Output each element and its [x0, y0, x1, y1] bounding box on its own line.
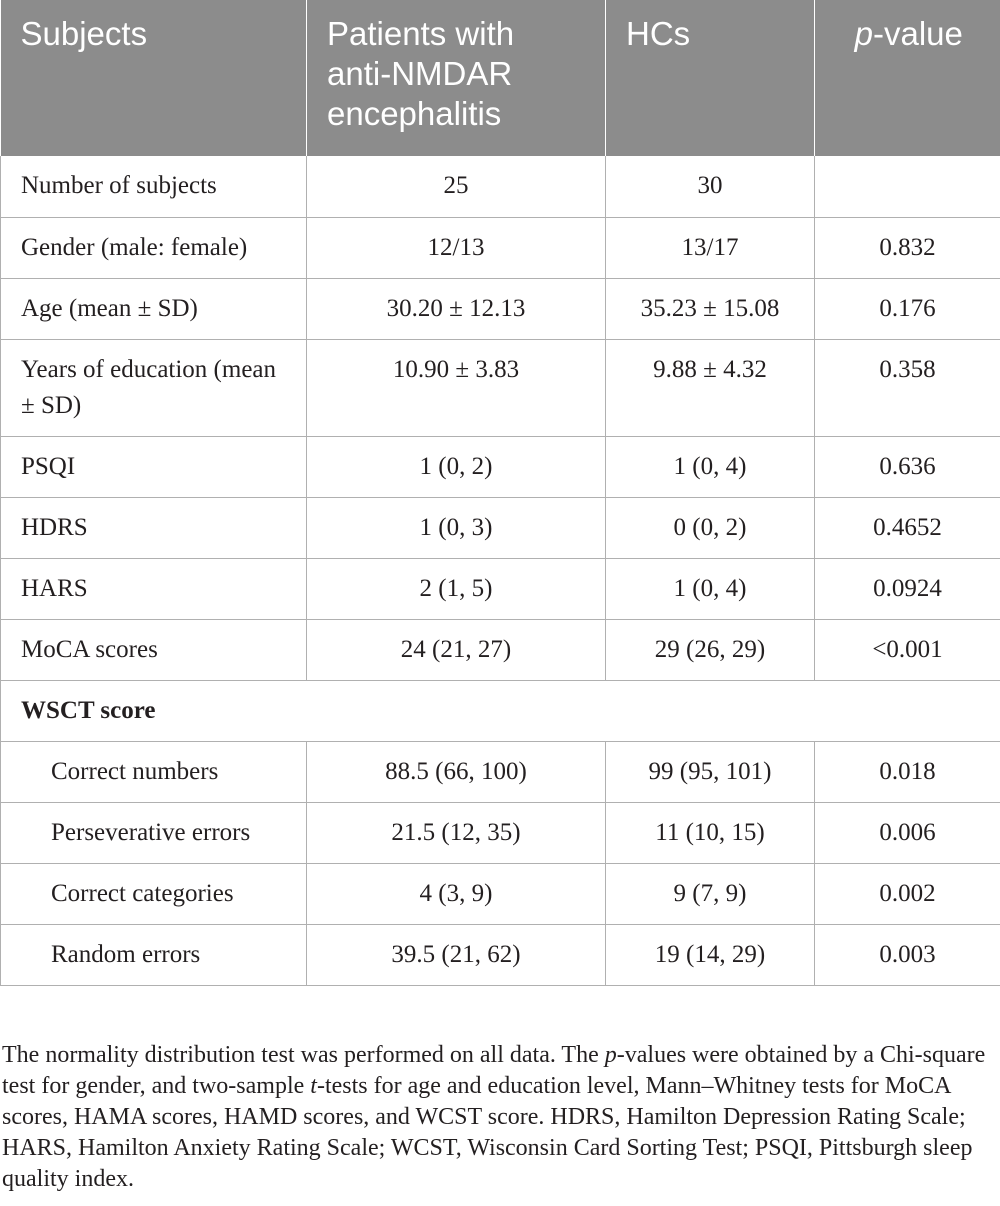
hcs-value: 9 (7, 9)	[606, 863, 815, 924]
row-label: HDRS	[1, 497, 307, 558]
header-subjects: Subjects	[1, 0, 307, 156]
table-row	[1, 802, 1000, 863]
hcs-value: 29 (26, 29)	[606, 619, 815, 680]
patients-value: 2 (1, 5)	[307, 558, 606, 619]
table-row	[1, 924, 1000, 985]
table-header	[1, 0, 1000, 156]
row-label: Age (mean ± SD)	[1, 278, 307, 339]
patients-value: 88.5 (66, 100)	[307, 741, 606, 802]
p-value: 0.002	[815, 863, 1000, 924]
header-patients: Patients with anti-NMDAR encephalitis	[307, 0, 606, 156]
hcs-value: 35.23 ± 15.08	[606, 278, 815, 339]
header-pvalue-rest: -value	[872, 15, 963, 52]
hcs-value: 30	[606, 156, 815, 217]
table-row	[1, 741, 1000, 802]
hcs-value: 1 (0, 4)	[606, 436, 815, 497]
hcs-value: 9.88 ± 4.32	[606, 339, 815, 436]
table-row	[1, 619, 1000, 680]
p-value: <0.001	[815, 619, 1000, 680]
hcs-value: 0 (0, 2)	[606, 497, 815, 558]
patients-value: 30.20 ± 12.13	[307, 278, 606, 339]
patients-value: 39.5 (21, 62)	[307, 924, 606, 985]
footnote-part-3: -tests for age and education level, Mann–Whitney tests for MoCA scores, HAMA scores, HAMD scores, and WCST score. HDRS, Hamilton Depression Rating Scale; HARS, Hamilton Anxiety Rating Scale; WCST, Wisconsin Card Sorting Test; PSQI, Pittsburgh sleep quality index.	[2, 1073, 973, 1192]
patients-value: 4 (3, 9)	[307, 863, 606, 924]
p-value: 0.636	[815, 436, 1000, 497]
section-row	[1, 680, 1000, 741]
hcs-value: 11 (10, 15)	[606, 802, 815, 863]
table-row	[1, 217, 1000, 278]
patients-value: 10.90 ± 3.83	[307, 339, 606, 436]
footnote-t-italic: t	[310, 1073, 317, 1099]
row-label: Random errors	[1, 924, 307, 985]
section-label: WSCT score	[1, 680, 1000, 741]
row-label: Gender (male: female)	[1, 217, 307, 278]
hcs-value: 1 (0, 4)	[606, 558, 815, 619]
row-label: Perseverative errors	[1, 802, 307, 863]
footnote-part-1: The normality distribution test was performed on all data. The	[2, 1042, 605, 1068]
patients-value: 1 (0, 2)	[307, 436, 606, 497]
patients-value: 12/13	[307, 217, 606, 278]
header-pvalue-italic: p	[854, 15, 873, 52]
row-label: Correct categories	[1, 863, 307, 924]
p-value: 0.006	[815, 802, 1000, 863]
patients-value: 25	[307, 156, 606, 217]
hcs-value: 13/17	[606, 217, 815, 278]
header-row	[1, 0, 1000, 156]
table-row	[1, 558, 1000, 619]
footnote-part-2: -values were obtained by a Chi-square test for gender, and two-sample	[2, 1042, 986, 1099]
table-body	[1, 156, 1000, 985]
row-label: MoCA scores	[1, 619, 307, 680]
table-row	[1, 156, 1000, 217]
patients-value: 21.5 (12, 35)	[307, 802, 606, 863]
hcs-value: 19 (14, 29)	[606, 924, 815, 985]
table-row	[1, 278, 1000, 339]
patients-value: 1 (0, 3)	[307, 497, 606, 558]
row-label: Number of subjects	[1, 156, 307, 217]
p-value: 0.358	[815, 339, 1000, 436]
footnote-p-italic: p	[604, 1042, 617, 1068]
header-hcs: HCs	[606, 0, 815, 156]
p-value: 0.003	[815, 924, 1000, 985]
row-label: HARS	[1, 558, 307, 619]
p-value: 0.4652	[815, 497, 1000, 558]
p-value: 0.176	[815, 278, 1000, 339]
row-label: Correct numbers	[1, 741, 307, 802]
p-value: 0.018	[815, 741, 1000, 802]
row-label: PSQI	[1, 436, 307, 497]
p-value: 0.832	[815, 217, 1000, 278]
table-row	[1, 497, 1000, 558]
table-row	[1, 339, 1000, 436]
table-footnote	[2, 1040, 996, 1195]
p-value	[815, 156, 1000, 217]
patients-value: 24 (21, 27)	[307, 619, 606, 680]
table-row	[1, 863, 1000, 924]
table-row	[1, 436, 1000, 497]
row-label: Years of education (mean ± SD)	[1, 339, 307, 436]
hcs-value: 99 (95, 101)	[606, 741, 815, 802]
header-pvalue	[815, 0, 1000, 156]
p-value: 0.0924	[815, 558, 1000, 619]
